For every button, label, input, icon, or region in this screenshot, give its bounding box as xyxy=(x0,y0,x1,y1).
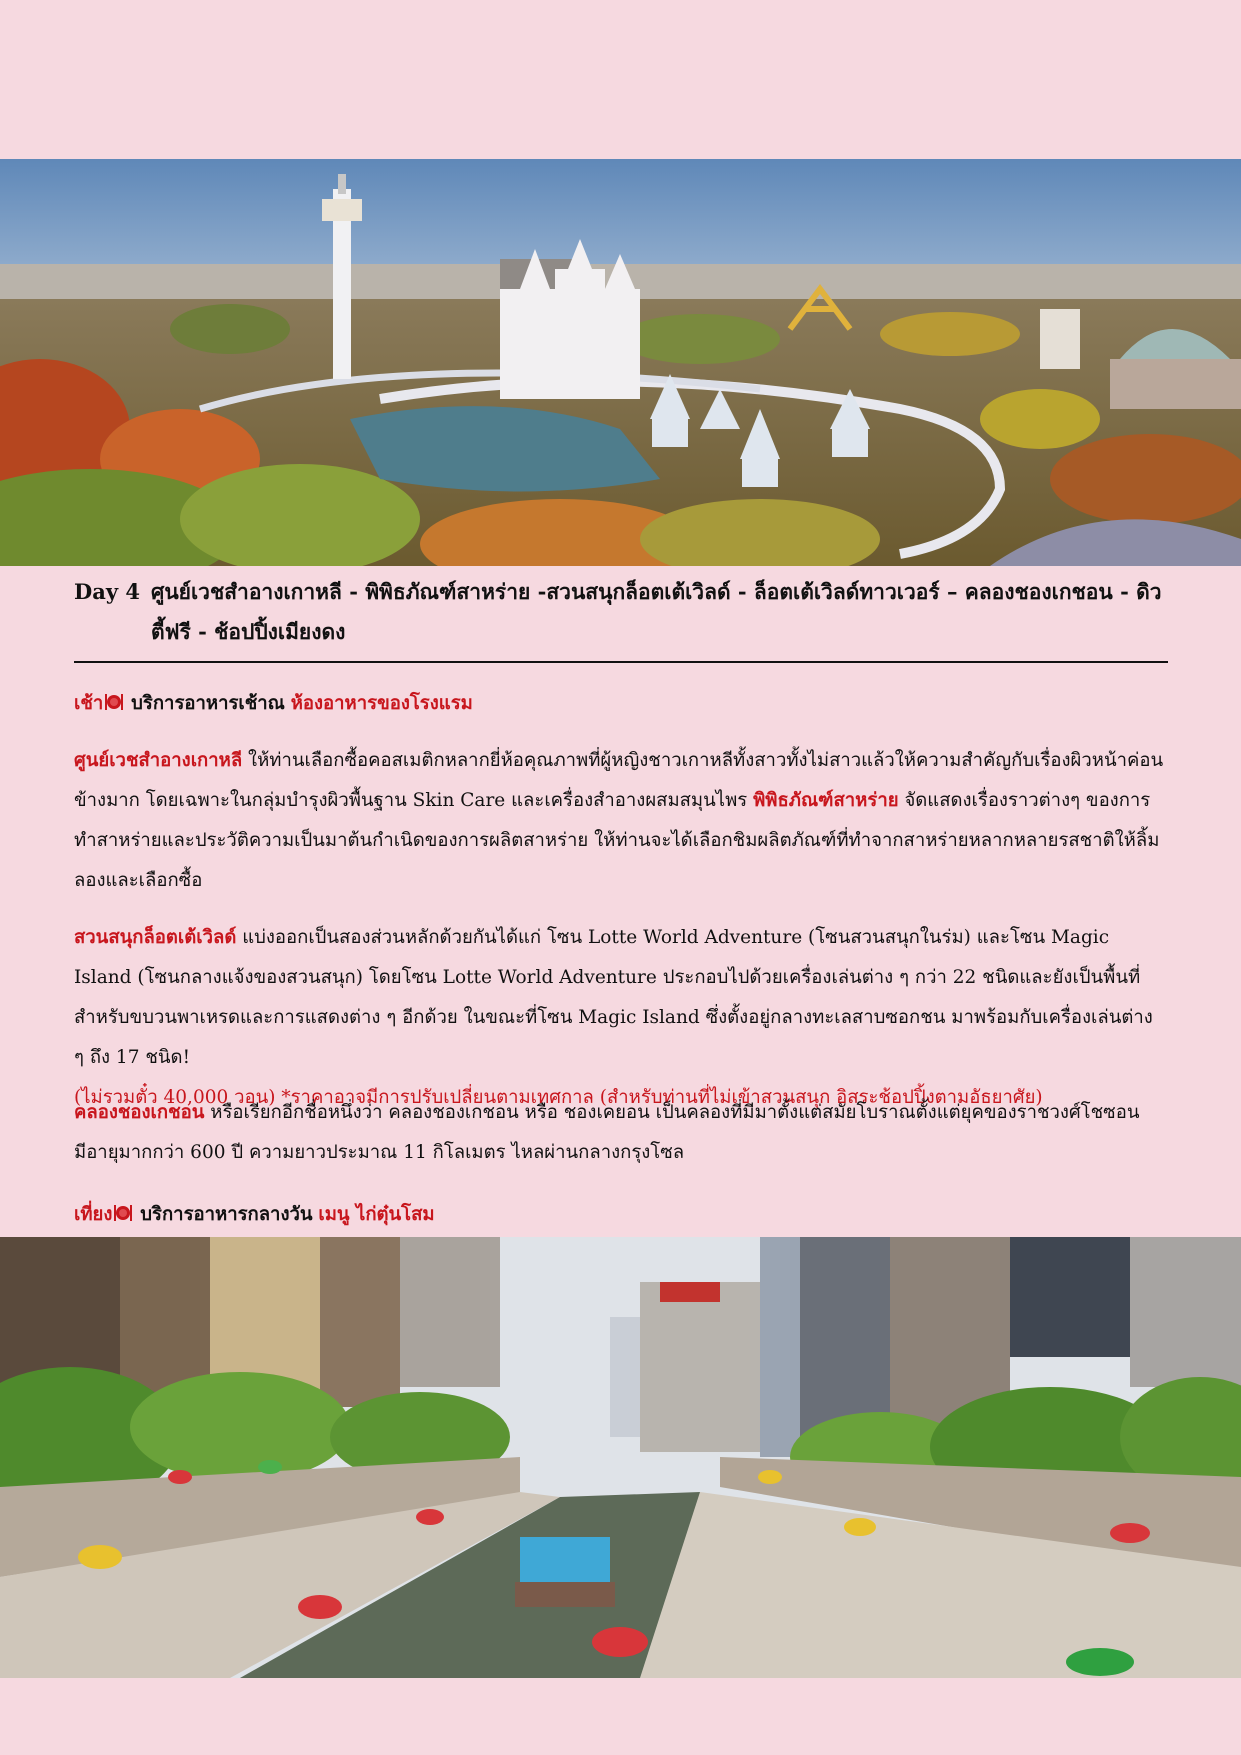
lotte-note: (ไม่รวมตั๋ว 40,000 วอน) *ราคาอาจมีการปรับเปลี่ยนตามเทศกาล (สำหรับท่านที่ไม่เข้าสวนสนุก อิสระช้อปปิ้งตามอัธยาศัย) xyxy=(74,1087,1043,1108)
museum-name: พิพิธภัณฑ์สาหร่าย xyxy=(753,790,899,811)
day-header xyxy=(74,572,1168,652)
cheonggyecheon-photo xyxy=(0,1237,1241,1678)
museum-text: จัดแสดงเรื่องราวต่างๆ ของการทำสาหร่ายและประวัติความเป็นมาต้นกำเนิดของการผลิตสาหร่าย ให้ท่านจะได้เลือกชิมผลิตภัณฑ์ที่ทำจากสาหร่ายหลากหลายรสชาติให้ลิ้มลองและเลือกซื้อ xyxy=(74,790,1160,891)
divider-line xyxy=(74,661,1168,663)
day-label: Day 4 xyxy=(74,579,140,604)
cosmetic-text: ให้ท่านเลือกซื้อคอสเมติกหลากยี่ห้อคุณภาพที่ผู้หญิงชาวเกาหลีทั้งสาวทั้งไม่สาวแล้วให้ความสำคัญกับเรื่องผิวหน้าค่อนข้างมาก โดยเฉพาะในกลุ่มบำรุงผิวพื้นฐาน Skin Care และเครื่องสำอางผสมสมุนไพร xyxy=(74,750,1164,811)
plate-utensils-icon xyxy=(105,693,123,711)
cosmetic-paragraph xyxy=(74,741,1168,901)
lunch-menu: เมนู ไก่ตุ๋นโสม xyxy=(318,1204,435,1225)
cosmetic-name: ศูนย์เวชสำอางเกาหลี xyxy=(74,750,243,771)
lunch-text: บริการอาหารกลางวัน xyxy=(140,1204,313,1225)
lunch-line xyxy=(74,1195,1168,1235)
cheonggye-text: หรือเรียกอีกชื่อหนึ่งว่า คลองชองเกชอน หรือ ชองเคยอน เป็นคลองที่มีมาตั้งแต่สมัยโบราณตั้งแต่ยุคของราชวงศ์โชซอน มีอายุมากกว่า 600 ปี ความยาวประมาณ 11 กิโลเมตร ไหลผ่านกลางกรุงโซล xyxy=(74,1102,1140,1163)
cheonggye-name: คลองชองเกชอน xyxy=(74,1102,205,1123)
breakfast-text: บริการอาหารเช้าณ xyxy=(131,693,285,714)
plate-utensils-icon xyxy=(114,1204,132,1222)
breakfast-label: เช้า xyxy=(74,693,104,714)
lunch-label: เที่ยง xyxy=(74,1204,113,1225)
breakfast-line xyxy=(74,684,1168,724)
cheonggye-paragraph xyxy=(74,1093,1168,1173)
lotte-paragraph xyxy=(74,918,1168,1118)
breakfast-place: ห้องอาหารของโรงแรม xyxy=(290,693,473,714)
lotte-world-photo xyxy=(0,159,1241,566)
lotte-name: สวนสนุกล็อตเต้เวิลด์ xyxy=(74,927,237,948)
day-title: ศูนย์เวชสำอางเกาหลี - พิพิธภัณฑ์สาหร่าย -สวนสนุกล็อตเต้เวิลด์ - ล็อตเต้เวิลด์ทาวเวอร์ – คลองชองเกชอน - ดิวตี้ฟรี - ช้อปปิ้งเมียงดง xyxy=(151,579,1162,644)
lotte-text: แบ่งออกเป็นสองส่วนหลักด้วยกันได้แก่ โซน Lotte World Adventure (โซนสวนสนุกในร่ม) และโซน Magic Island (โซนกลางแจ้งของสวนสนุก) โดยโซน Lotte World Adventure ประกอบไปด้วยเครื่องเล่นต่าง ๆ กว่า 22 ชนิดและยังเป็นพื้นที่สำหรับขบวนพาเหรดและการแสดงต่าง ๆ อีกด้วย ในขณะที่โซน Magic Island ซึ่งตั้งอยู่กลางทะเลสาบซอกชน มาพร้อมกับเครื่องเล่นต่าง ๆ ถึง 17 ชนิด! xyxy=(74,927,1153,1068)
